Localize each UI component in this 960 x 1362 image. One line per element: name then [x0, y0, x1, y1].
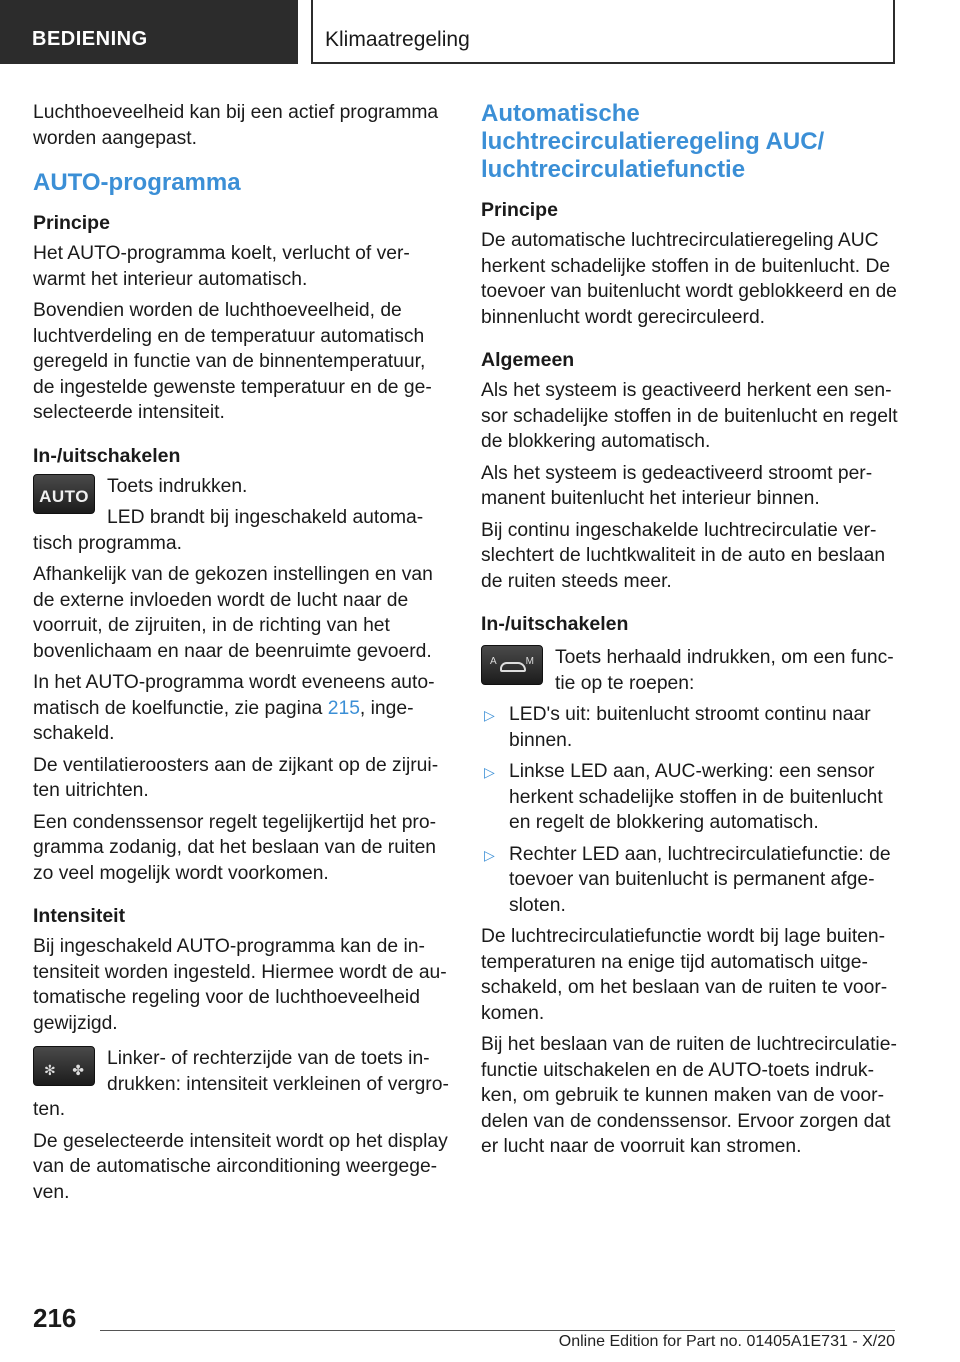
intensity-button-block: [33, 1046, 451, 1123]
auc-principe-paragraph: De automatische luchtrecirculatieregeling AUC herkent schadelijke stoffen in de buitenlucht. De toevoer van buitenlucht wordt geblokkeerd en de binnenlucht wordt gerecirculeerd.: [481, 230, 897, 328]
triangle-bullet-icon: ▷: [484, 707, 495, 723]
recirc-button-block: [481, 645, 899, 696]
intensity-paragraph: Bij ingeschakeld AUTO-programma kan de intensiteit worden ingesteld. Hiermee wordt de automatische regeling voor de luchthoeveelheid gewijzigd.: [33, 936, 447, 1034]
algemeen-paragraph-3: Bij continu ingeschakelde luchtrecirculatie verslechtert de luchtkwaliteit in de auto en beslaan de ruiten steeds meer.: [481, 519, 886, 592]
intro-paragraph: Luchthoeveelheid kan bij een actief programma worden aangepast.: [33, 102, 439, 149]
recirc-label-a: A: [490, 656, 497, 667]
list-item: ▷ Linkse LED aan, AUC-werking: een sensor herkent schadelijke stoffen in de buitenlucht en regelt de blokkering automatisch.: [484, 761, 883, 833]
list-item: ▷ LED's uit: buitenlucht stroomt continu naar binnen.: [484, 704, 871, 751]
recirc-button-instruction: Toets herhaald indrukken, om een functie op te roepen:: [555, 647, 894, 694]
principe-paragraph-2: Bovendien worden de luchthoeveelheid, de luchtverdeling en de temperatuur automatisch geregeld in functie van de binnentemperatuur, de ingestelde gewenste temperatuur en de geselecteerde intensiteit.: [33, 300, 432, 423]
chapter-title: Klimaatregeling: [311, 0, 895, 64]
recirc-mode-list: [481, 702, 899, 918]
principe-heading: Principe: [33, 212, 110, 234]
algemeen-heading: Algemeen: [481, 349, 575, 371]
recirc-fogging-paragraph: Bij het beslaan van de ruiten de luchtrecirculatiefunctie uitschakelen en de AUTO-toets indrukken, om gebruik te kunnen maken van de voordelen van de condenssensor. Ervoor zorgen dat er lucht naar de voorruit kan stromen.: [481, 1034, 897, 1157]
right-column: [481, 100, 899, 1166]
left-column: [33, 100, 451, 1211]
fan-intensity-button-icon: [33, 1046, 95, 1086]
footer-divider: [100, 1330, 895, 1331]
algemeen-paragraph-1: Als het systeem is geactiveerd herkent een sensor schadelijke stoffen in de buitenlucht en regelt de blokkering automatisch.: [481, 380, 898, 452]
fan-large-icon: ✤: [72, 1062, 84, 1078]
section-title: BEDIENING: [0, 0, 298, 64]
triangle-bullet-icon: ▷: [484, 846, 495, 863]
auc-in-uit-heading: In-/uitschakelen: [481, 613, 629, 635]
page-number: 216: [33, 1303, 77, 1333]
auto-button-icon: [33, 474, 95, 514]
triangle-bullet-icon: ▷: [484, 764, 495, 780]
recirc-label-m: M: [525, 656, 534, 667]
recirc-auto-off-paragraph: De luchtrecirculatiefunctie wordt bij lage buitentemperaturen na enige tijd automatisch uitgeschakeld, om het beslaan van de ruiten te voorkomen.: [481, 926, 888, 1024]
vents-paragraph: De ventilatieroosters aan de zijkant op de zijruiten uitrichten.: [33, 754, 439, 801]
intensity-button-instruction: Linker- of rechterzijde van de toets indrukken: intensiteit verkleinen of vergroten.: [33, 1048, 449, 1120]
auto-button-label: AUTO: [39, 486, 89, 506]
auto-program-heading: AUTO-programma: [33, 169, 241, 196]
recirculation-button-icon: [481, 645, 543, 685]
principe-paragraph-1: Het AUTO-programma koelt, verlucht of verwarmt het interieur automatisch.: [33, 243, 410, 290]
auc-heading: Automatische luchtrecirculatieregeling AUC/ luchtrecirculatiefunctie: [481, 100, 825, 183]
algemeen-paragraph-2: Als het systeem is gedeactiveerd stroomt permanent buitenlucht het interieur binnen.: [481, 462, 873, 509]
page-link[interactable]: 215: [327, 697, 360, 719]
page-footer: [0, 1290, 960, 1362]
auc-principe-heading: Principe: [481, 199, 558, 221]
fan-small-icon: ✻: [44, 1062, 56, 1078]
intensity-display-paragraph: De geselecteerde intensiteit wordt op het display van de automatische airconditioning weergegeven.: [33, 1130, 448, 1203]
car-icon: [500, 662, 526, 672]
condensation-paragraph: Een condenssensor regelt tegelijkertijd het programma zodanig, dat het beslaan van de ruiten zo veel mogelijk wordt voorkomen.: [33, 811, 437, 884]
in-uit-heading: In-/uitschakelen: [33, 444, 181, 467]
list-item: ▷ Rechter LED aan, luchtrecirculatiefunctie: de toevoer van buitenlucht is permanent afgesloten.: [484, 843, 891, 916]
auto-button-block: [33, 474, 451, 557]
auto-button-instruction: Toets indrukken.: [107, 475, 248, 497]
intensity-heading: Intensiteit: [33, 905, 126, 927]
auto-button-led: LED brandt bij ingeschakeld automatisch programma.: [33, 507, 424, 554]
page-header: [0, 0, 960, 66]
airflow-paragraph: Afhankelijk van de gekozen instellingen en van de externe invloeden wordt de lucht naar de voorruit, de zijruiten, in de richting van het bovenlichaam en naar de beenruimte gevoerd.: [33, 564, 433, 662]
edition-text: Online Edition for Part no. 01405A1E731 - X/20: [558, 1333, 895, 1350]
cooling-paragraph: In het AUTO-programma wordt eveneens automatisch de koelfunctie, zie pagina 215, ingeschakeld.: [33, 672, 435, 744]
